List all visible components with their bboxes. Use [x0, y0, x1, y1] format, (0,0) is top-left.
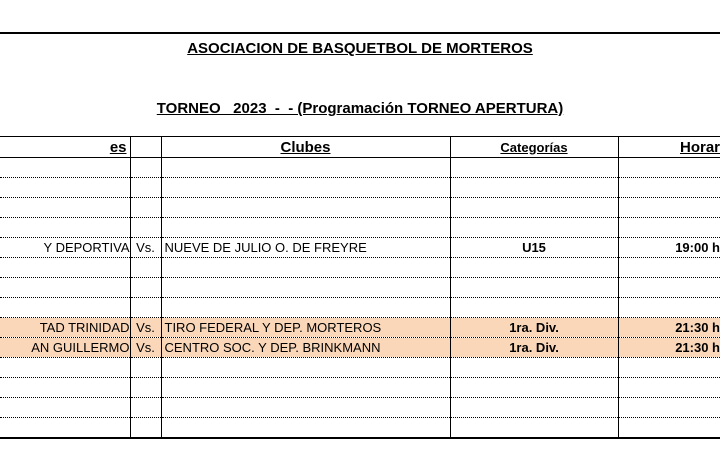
cell-category: [450, 178, 618, 198]
cell-time: [618, 298, 720, 318]
cell-time: [618, 358, 720, 378]
table-row: [0, 278, 720, 298]
table-row: [0, 298, 720, 318]
cell-time: [618, 278, 720, 298]
cell-away-club: [161, 378, 450, 398]
cell-vs: [130, 258, 161, 278]
table-row: [0, 158, 720, 178]
cell-time: [618, 178, 720, 198]
table-row: [0, 318, 720, 338]
cell-vs: [130, 298, 161, 318]
cell-away-club: CENTRO SOC. Y DEP. BRINKMANN: [161, 338, 450, 358]
table-header-row: [0, 137, 720, 158]
cell-away-club: [161, 158, 450, 178]
cell-vs: [130, 418, 161, 438]
cell-vs: Vs.: [130, 238, 161, 258]
cell-category: U15: [450, 238, 618, 258]
cell-category: 1ra. Div.: [450, 338, 618, 358]
header-clubes-local: es: [0, 137, 130, 158]
cell-home-club: [0, 378, 130, 398]
cell-home-club: [0, 218, 130, 238]
cell-vs: [130, 398, 161, 418]
home-club-label: TAD TRINIDAD: [39, 320, 130, 335]
cell-category: [450, 198, 618, 218]
table-row: [0, 338, 720, 358]
cell-time: 21:30 h: [618, 318, 720, 338]
cell-category: [450, 418, 618, 438]
top-border: [0, 32, 720, 34]
table-row: [0, 358, 720, 378]
cell-home-club: [0, 358, 130, 378]
cell-category: [450, 298, 618, 318]
table-row: [0, 198, 720, 218]
table-row: [0, 258, 720, 278]
page-subtitle: TORNEO 2023 - - (Programación TORNEO APERTURA): [156, 100, 564, 117]
cell-away-club: [161, 258, 450, 278]
home-club-label: AN GUILLERMO: [31, 340, 130, 355]
cell-category: 1ra. Div.: [450, 318, 618, 338]
table-row: [0, 398, 720, 418]
cell-away-club: [161, 358, 450, 378]
cell-category: [450, 398, 618, 418]
cell-vs: Vs.: [130, 318, 161, 338]
cell-away-club: [161, 298, 450, 318]
table-row: [0, 418, 720, 438]
cell-category: [450, 158, 618, 178]
cell-away-club: [161, 418, 450, 438]
cell-time: [618, 198, 720, 218]
cell-home-club: [0, 398, 130, 418]
cell-time: [618, 378, 720, 398]
table-row: [0, 178, 720, 198]
cell-time: [618, 158, 720, 178]
cell-away-club: [161, 218, 450, 238]
cell-vs: [130, 198, 161, 218]
cell-vs: [130, 278, 161, 298]
cell-category: [450, 218, 618, 238]
cell-time: 21:30 h: [618, 338, 720, 358]
cell-vs: [130, 358, 161, 378]
header-vs: [130, 137, 161, 158]
cell-category: [450, 358, 618, 378]
table-row: [0, 378, 720, 398]
cell-home-club: [0, 258, 130, 278]
header-horario: Horar: [618, 137, 720, 158]
schedule-table: [0, 136, 720, 439]
cell-away-club: [161, 178, 450, 198]
page-title: ASOCIACION DE BASQUETBOL DE MORTEROS: [187, 40, 533, 57]
cell-away-club: NUEVE DE JULIO O. DE FREYRE: [161, 238, 450, 258]
home-club-label: Y DEPORTIVA: [43, 240, 130, 255]
cell-away-club: [161, 198, 450, 218]
cell-home-club: [0, 158, 130, 178]
cell-away-club: [161, 278, 450, 298]
cell-home-club: [0, 318, 130, 338]
cell-time: [618, 218, 720, 238]
header-categorias: Categorías: [450, 137, 618, 158]
cell-home-club: [0, 178, 130, 198]
cell-away-club: [161, 398, 450, 418]
cell-vs: [130, 178, 161, 198]
cell-category: [450, 258, 618, 278]
cell-vs: [130, 378, 161, 398]
table-row: [0, 218, 720, 238]
cell-home-club: [0, 298, 130, 318]
header-clubes: Clubes: [161, 137, 450, 158]
cell-home-club: [0, 418, 130, 438]
cell-category: [450, 278, 618, 298]
cell-vs: [130, 158, 161, 178]
cell-category: [450, 378, 618, 398]
cell-vs: [130, 218, 161, 238]
cell-time: [618, 258, 720, 278]
cell-vs: Vs.: [130, 338, 161, 358]
cell-away-club: TIRO FEDERAL Y DEP. MORTEROS: [161, 318, 450, 338]
cell-time: [618, 398, 720, 418]
cell-home-club: [0, 278, 130, 298]
cell-time: [618, 418, 720, 438]
table-row: [0, 238, 720, 258]
cell-home-club: [0, 338, 130, 358]
cell-time: 19:00 h: [618, 238, 720, 258]
cell-home-club: [0, 198, 130, 218]
cell-home-club: [0, 238, 130, 258]
